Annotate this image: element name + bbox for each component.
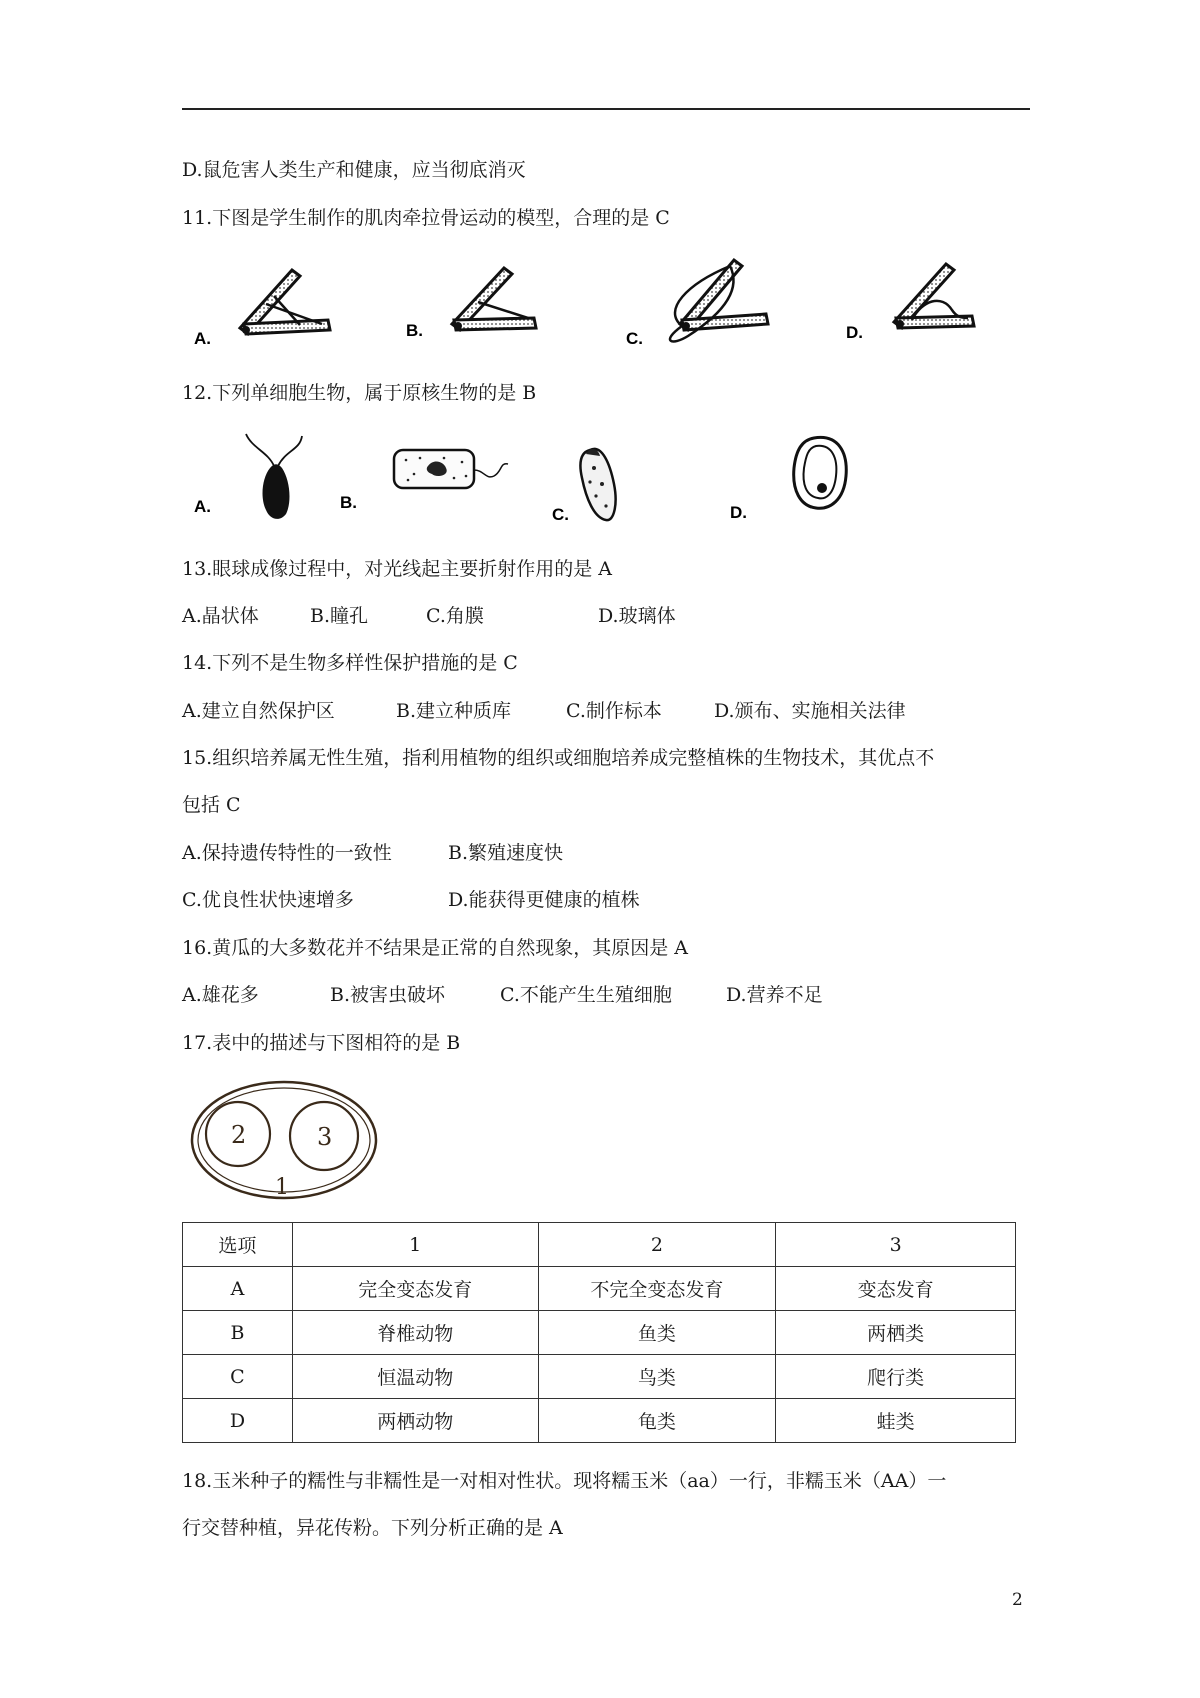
table-cell: 完全变态发育 xyxy=(292,1267,538,1311)
q12-organism-b xyxy=(340,450,508,512)
question-18-line-1: 18.玉米种子的糯性与非糯性是一对相对性状。现将糯玉米（aa）一行，非糯玉米（AA）一 xyxy=(182,1470,947,1492)
q12-label-d: D. xyxy=(730,503,747,522)
question-12: 12.下列单细胞生物，属于原核生物的是 B xyxy=(182,382,537,404)
q11-model-b xyxy=(406,268,536,340)
q13-option-a: A.晶状体 xyxy=(182,605,259,627)
q11-model-c xyxy=(626,260,768,348)
q11-model-a xyxy=(194,270,330,348)
table-header-cell: 3 xyxy=(776,1223,1016,1267)
q15-option-a: A.保持遗传特性的一致性 xyxy=(182,842,392,864)
table-cell: 蛙类 xyxy=(776,1399,1016,1443)
q16-option-b: B.被害虫破坏 xyxy=(330,984,446,1006)
table-cell: 恒温动物 xyxy=(292,1355,538,1399)
q17-table xyxy=(182,1222,1016,1443)
table-header-cell: 2 xyxy=(538,1223,776,1267)
q11-label-a: A. xyxy=(194,329,211,348)
page-number: 2 xyxy=(1012,1590,1023,1610)
q16-option-c: C.不能产生生殖细胞 xyxy=(500,984,672,1006)
q11-figure xyxy=(182,250,1002,350)
question-15-line-1: 15.组织培养属无性生殖，指利用植物的组织或细胞培养成完整植株的生物技术，其优点不 xyxy=(182,747,935,769)
q12-figure xyxy=(182,428,1002,528)
q12-label-a: A. xyxy=(194,497,211,516)
q16-option-a: A.雄花多 xyxy=(182,984,259,1006)
q12-label-c: C. xyxy=(552,505,569,524)
q12-organism-c xyxy=(552,449,616,524)
table-cell: 两栖类 xyxy=(776,1311,1016,1355)
q12-organism-d xyxy=(730,437,846,522)
table-cell: 脊椎动物 xyxy=(292,1311,538,1355)
q15-option-b: B.繁殖速度快 xyxy=(448,842,564,864)
table-cell: 变态发育 xyxy=(776,1267,1016,1311)
table-header-row xyxy=(183,1223,1016,1267)
question-15-line-2: 包括 C xyxy=(182,794,241,816)
venn-label-1: 1 xyxy=(275,1175,289,1200)
q14-option-d: D.颁布、实施相关法律 xyxy=(714,700,906,722)
q15-option-c: C.优良性状快速增多 xyxy=(182,889,354,911)
question-16: 16.黄瓜的大多数花并不结果是正常的自然现象，其原因是 A xyxy=(182,937,688,959)
venn-label-2: 2 xyxy=(231,1121,247,1149)
table-row xyxy=(183,1355,1016,1399)
q15-option-d: D.能获得更健康的植株 xyxy=(448,889,640,911)
table-cell: A xyxy=(183,1267,293,1311)
q11-label-b: B. xyxy=(406,321,423,340)
table-cell: D xyxy=(183,1399,293,1443)
table-cell: 鸟类 xyxy=(538,1355,776,1399)
q11-label-c: C. xyxy=(626,329,643,348)
question-17: 17.表中的描述与下图相符的是 B xyxy=(182,1032,461,1054)
venn-label-3: 3 xyxy=(317,1123,333,1151)
q14-option-b: B.建立种质库 xyxy=(396,700,512,722)
q11-model-d xyxy=(846,264,974,342)
table-header-cell: 1 xyxy=(292,1223,538,1267)
table-header-cell: 选项 xyxy=(183,1223,293,1267)
question-14: 14.下列不是生物多样性保护措施的是 C xyxy=(182,652,518,674)
table-cell: 鱼类 xyxy=(538,1311,776,1355)
q11-label-d: D. xyxy=(846,323,863,342)
q17-venn-diagram xyxy=(186,1076,386,1206)
table-cell: 龟类 xyxy=(538,1399,776,1443)
table-row xyxy=(183,1267,1016,1311)
q12-label-b: B. xyxy=(340,493,357,512)
table-cell: 两栖动物 xyxy=(292,1399,538,1443)
q13-option-b: B.瞳孔 xyxy=(310,605,369,627)
question-13: 13.眼球成像过程中，对光线起主要折射作用的是 A xyxy=(182,558,612,580)
q14-option-c: C.制作标本 xyxy=(566,700,662,722)
header-rule xyxy=(182,108,1030,110)
table-cell: B xyxy=(183,1311,293,1355)
q13-option-c: C.角膜 xyxy=(426,605,484,627)
q13-option-d: D.玻璃体 xyxy=(598,605,676,627)
table-row xyxy=(183,1399,1016,1443)
q14-option-a: A.建立自然保护区 xyxy=(182,700,335,722)
question-18-line-2: 行交替种植，异花传粉。下列分析正确的是 A xyxy=(182,1517,563,1539)
table-cell: 不完全变态发育 xyxy=(538,1267,776,1311)
question-11: 11.下图是学生制作的肌肉牵拉骨运动的模型，合理的是 C xyxy=(182,207,670,229)
table-cell: 爬行类 xyxy=(776,1355,1016,1399)
q16-option-d: D.营养不足 xyxy=(726,984,823,1006)
table-cell: C xyxy=(183,1355,293,1399)
q10-option-d: D.鼠危害人类生产和健康，应当彻底消灭 xyxy=(182,159,526,181)
table-row xyxy=(183,1311,1016,1355)
q12-organism-a xyxy=(194,434,302,519)
